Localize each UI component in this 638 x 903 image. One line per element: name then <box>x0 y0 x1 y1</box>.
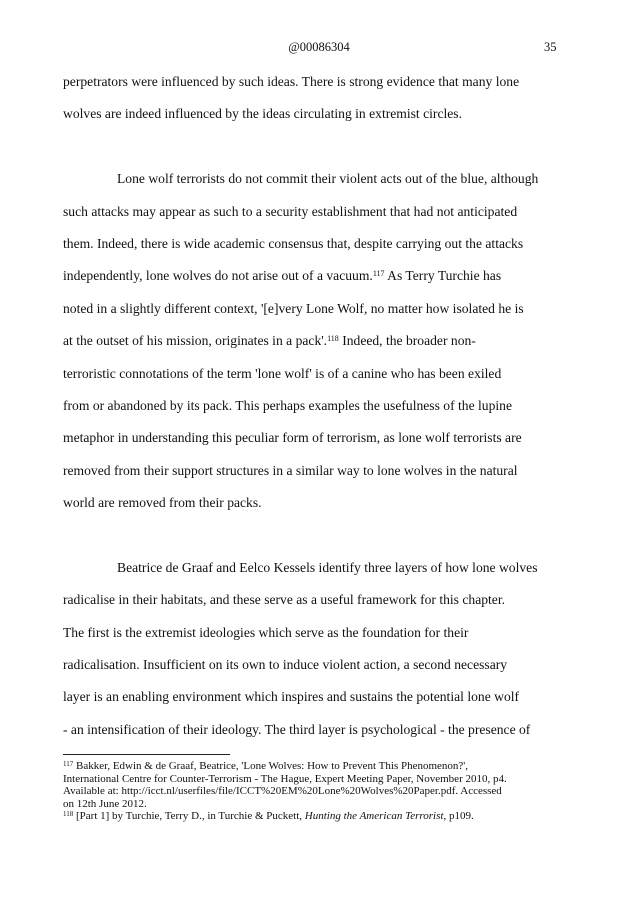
text-line: noted in a slightly different context, '[e]very Lone Wolf, no matter how isolated he is <box>63 300 524 316</box>
footnote-ref-117[interactable]: 117 <box>372 269 385 279</box>
text-line: wolves are indeed influenced by the ideas circulating in extremist circles. <box>63 106 462 122</box>
footnote-ref-118[interactable]: 118 <box>327 334 339 344</box>
text-line: perpetrators were influenced by such ideas. There is strong evidence that many lone <box>63 74 520 89</box>
text-line: radicalisation. Insufficient on its own to induce violent action, a second necessary <box>63 657 508 673</box>
footnote-text: , p109. <box>443 810 474 822</box>
text-line: Beatrice de Graaf and Eelco Kessels identify three layers of how lone wolves <box>117 559 538 575</box>
text-run: As Terry Turchie has <box>384 268 502 284</box>
body-text <box>63 66 573 746</box>
footnote-text: [Part 1] by Turchie, Terry D., in Turchie & Puckett, <box>76 810 305 822</box>
footnote-separator <box>63 754 230 755</box>
document-id: @00086304 <box>288 40 350 54</box>
text-line: such attacks may appear as such to a security establishment that had not anticipated <box>63 203 518 219</box>
text-line: world are removed from their packs. <box>63 495 262 511</box>
footnote-number: 118 <box>63 810 74 818</box>
paragraph-gap <box>63 131 573 163</box>
text-line-with-footnote-118 <box>63 325 573 357</box>
text-line: Lone wolf terrorists do not commit their violent acts out of the blue, although <box>117 171 539 187</box>
text-line: removed from their support structures in a similar way to lone wolves in the natural <box>63 462 518 478</box>
footnote-117 <box>63 760 563 773</box>
footnote-url-line[interactable]: Available at: http://icct.nl/userfiles/file/ICCT%20EM%20Lone%20Wolves%20Paper.pdf. Accessed <box>63 785 502 797</box>
text-run: at the outset of his mission, originates in a pack'. <box>63 333 328 349</box>
text-line: - an intensification of their ideology. The third layer is psychological - the presence of <box>63 721 531 737</box>
text-run: independently, lone wolves do not arise out of a vacuum. <box>63 268 373 284</box>
text-run: Indeed, the broader non- <box>338 333 476 349</box>
footnote-text: International Centre for Counter-Terrorism - The Hague, Expert Meeting Paper, November 2010, p4. <box>63 772 507 785</box>
text-line-with-footnote-117 <box>63 260 573 292</box>
text-line: from or abandoned by its pack. This perhaps examples the usefulness of the lupine <box>63 397 512 413</box>
footnote-text: on 12th June 2012. <box>63 797 147 810</box>
footnote-118 <box>63 810 563 823</box>
text-line: terroristic connotations of the term 'lone wolf' is of a canine who has been exiled <box>63 365 502 381</box>
text-line: radicalise in their habitats, and these serve as a useful framework for this chapter. <box>63 592 506 608</box>
text-line: metaphor in understanding this peculiar form of terrorism, as lone wolf terrorists are <box>63 430 522 446</box>
text-line: layer is an enabling environment which inspires and sustains the potential lone wolf <box>63 689 520 705</box>
page-number: 35 <box>544 40 557 54</box>
text-line: The first is the extremist ideologies which serve as the foundation for their <box>63 624 469 640</box>
page-header <box>0 40 638 56</box>
paragraph-gap <box>63 519 573 551</box>
footnotes <box>63 760 563 823</box>
text-line: them. Indeed, there is wide academic consensus that, despite carrying out the attacks <box>63 235 524 251</box>
footnote-number: 117 <box>63 760 74 768</box>
footnote-text: Bakker, Edwin & de Graaf, Beatrice, 'Lone Wolves: How to Prevent This Phenomenon?', <box>76 760 469 772</box>
footnote-book-title: Hunting the American Terrorist <box>304 810 444 822</box>
